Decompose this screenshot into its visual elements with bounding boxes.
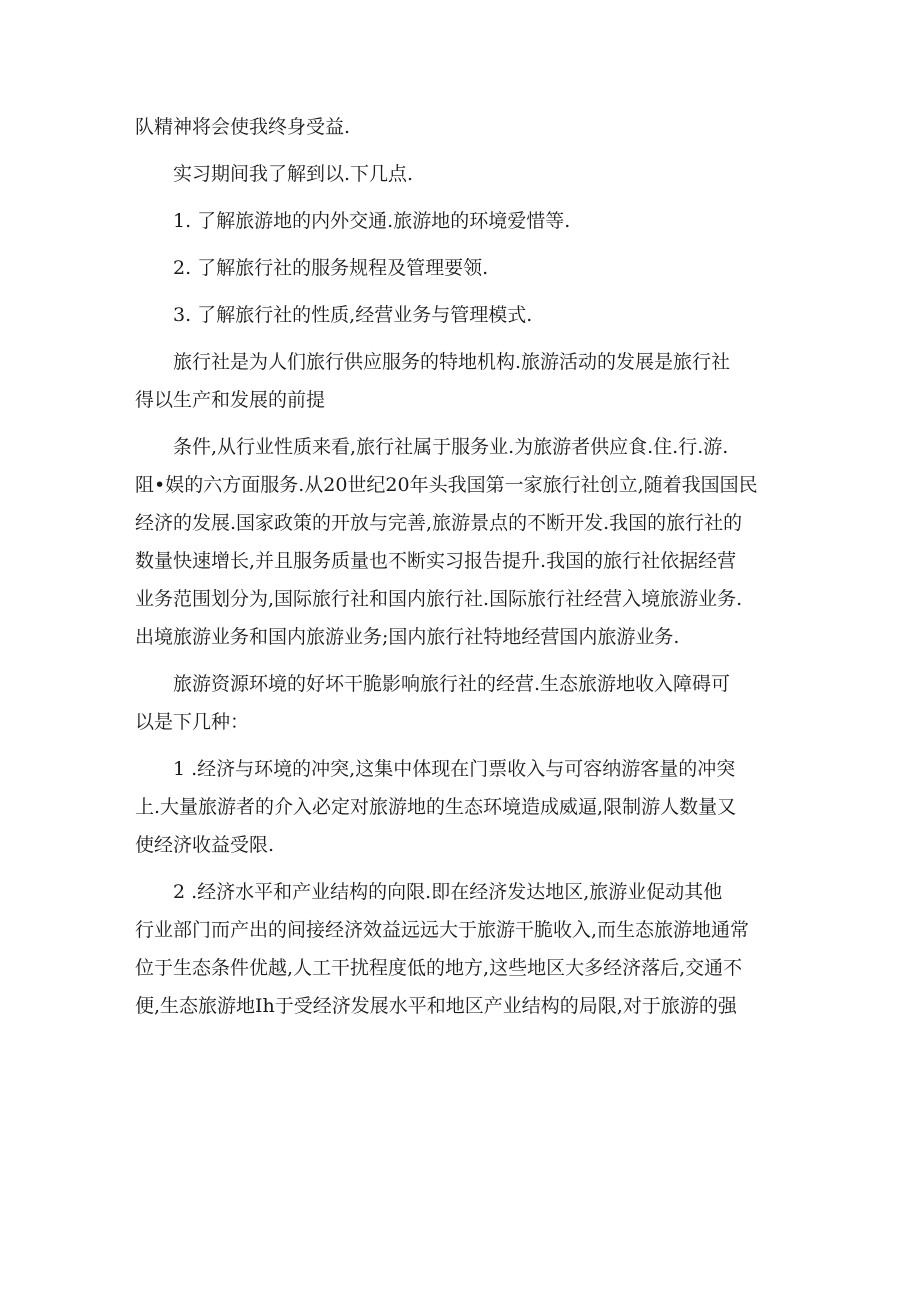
list-item: 1 .经济与环境的冲突,这集中体现在门票收入与可容纳游客量的冲突 bbox=[173, 758, 736, 780]
paragraph-line: 便,生态旅游地Ih于受经济发展水平和地区产业结构的局限,对于旅游的强 bbox=[135, 995, 737, 1017]
paragraph-line: 经济的发展.国家政策的开放与完善,旅游景点的不断开发.我国的旅行社的 bbox=[135, 512, 743, 534]
paragraph-line: 以是下几种： bbox=[135, 711, 250, 733]
paragraph-line: 阻•娱的六方面服务.从20世纪20年头我国第一家旅行社创立,随着我国国民 bbox=[135, 474, 758, 496]
list-item: 2 .经济水平和产业结构的向限.即在经济发达地区,旅游业促动其他 bbox=[173, 881, 723, 903]
document-body bbox=[135, 108, 775, 1025]
paragraph-line: 位于生态条件优越,人工干扰程度低的地方,这些地区大多经济落后,交通不 bbox=[135, 957, 743, 979]
paragraph-line: 数量快速增长,并且服务质量也不断实习报告提升.我国的旅行社依据经营 bbox=[135, 550, 737, 572]
list-item: 2. 了解旅行社的服务规程及管理要领. bbox=[173, 257, 489, 279]
paragraph-line: 出境旅游业务和国内旅游业务;国内旅行社特地经营国内旅游业务. bbox=[135, 626, 680, 648]
paragraph-line: 条件,从行业性质来看,旅行社属于服务业.为旅游者供应食.住.行.游. bbox=[173, 436, 729, 458]
paragraph-line: 行业部门而产出的间接经济效益远远大于旅游干脆收入,而生态旅游地通常 bbox=[135, 919, 750, 941]
paragraph-line: 旅游资源环境的好坏干脆影响旅行社的经营.生态旅游地收入障碍可 bbox=[173, 673, 731, 695]
paragraph-line: 使经济收益受限. bbox=[135, 834, 275, 856]
paragraph-line: 得以生产和发展的前提 bbox=[135, 389, 326, 411]
list-item: 3. 了解旅行社的性质,经营业务与管理模式. bbox=[173, 304, 533, 326]
paragraph-line: 旅行社是为人们旅行供应服务的特地机构.旅游活动的发展是旅行社 bbox=[173, 351, 731, 373]
list-item: 1. 了解旅游地的内外交通.旅游地的环境爱惜等. bbox=[173, 210, 571, 232]
paragraph-line: 上.大量旅游者的介入必定对旅游地的生态环境造成威逼,限制游人数量又 bbox=[135, 796, 737, 818]
paragraph-line: 业务范围划分为,国际旅行社和国内旅行社.国际旅行社经营入境旅游业务. bbox=[135, 588, 743, 610]
paragraph-line: 实习期间我了解到以.下几点. bbox=[173, 163, 414, 185]
paragraph-line: 队精神将会使我终身受益. bbox=[135, 116, 351, 138]
